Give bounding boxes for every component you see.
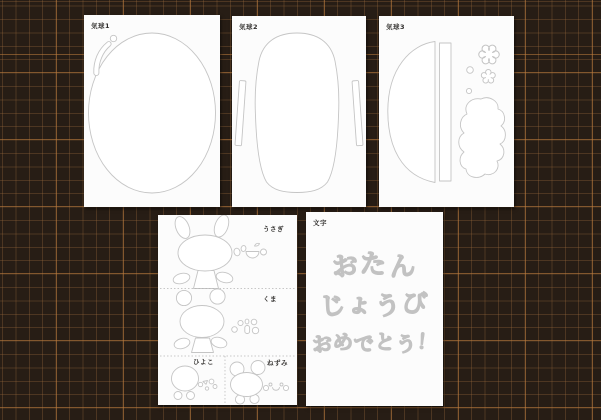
rabbit-left-foot-shape	[172, 271, 191, 285]
hanging-ring-shape	[110, 35, 116, 41]
rabbit-nose-piece-shape	[261, 249, 267, 255]
bubble-text-line-3: おめでとう！	[310, 329, 439, 358]
rabbit-head-shape	[178, 235, 232, 271]
balloon2-template-shapes	[232, 16, 366, 207]
bear-right-ear-shape	[210, 289, 225, 304]
chick-beak-piece-shape	[203, 381, 208, 385]
rabbit-eye-piece-shape	[233, 248, 240, 257]
bear-nose-piece-shape	[245, 319, 249, 324]
rabbit-eye-piece2-shape	[241, 245, 247, 252]
chick-eye-piece2-shape	[205, 387, 208, 390]
bear-cheek-piece2-shape	[252, 327, 258, 333]
sheet-letters	[306, 212, 443, 406]
bear-right-foot-shape	[210, 336, 228, 350]
rabbit-right-foot-shape	[215, 270, 234, 284]
right-hanging-strip-shape	[352, 81, 363, 146]
mouse-head-shape	[231, 373, 263, 397]
sheet-balloon1	[84, 15, 220, 207]
basket-band-shape	[440, 43, 452, 181]
bear-eye-piece2-shape	[238, 320, 243, 325]
sheet-balloon2	[232, 16, 366, 207]
sheet-animals	[158, 215, 297, 405]
bear-label: くま	[263, 295, 277, 303]
balloon3-template-shapes	[379, 16, 514, 207]
rabbit-body-shape	[194, 271, 219, 289]
bear-left-ear-shape	[176, 290, 191, 305]
chick-eye-piece-shape	[198, 382, 202, 386]
balloon-envelope-oval-shape	[89, 33, 216, 193]
mouse-eye-piece4-shape	[283, 385, 288, 390]
sheet-label: 文字	[313, 219, 327, 227]
bear-cheek-piece-shape	[251, 319, 257, 325]
mouse-right-ear-shape	[251, 361, 265, 375]
animal-template-shapes	[158, 215, 297, 405]
balloon1-template-shapes	[84, 15, 220, 207]
flower-five-petal-shape	[481, 69, 495, 83]
cloud-shape	[459, 98, 506, 178]
mouse-eye-piece3-shape	[280, 383, 283, 386]
mouse-eye-piece2-shape	[269, 383, 272, 386]
bubble-text-line-2: じょうび	[319, 287, 430, 322]
left-hanging-strip-shape	[235, 81, 246, 146]
flower-six-petal-shape	[479, 45, 499, 64]
rabbit-right-ear-shape	[211, 215, 231, 239]
bear-left-foot-shape	[173, 337, 191, 351]
chick-cheek-piece-shape	[209, 379, 214, 384]
basket-side-shape	[388, 42, 435, 183]
rabbit-forelock-piece-shape	[255, 243, 260, 246]
sheet-label: 気球3	[386, 23, 406, 31]
dot-large-shape	[467, 67, 474, 74]
bubble-text-line-1: おたん	[331, 248, 419, 284]
sheet-label: 気球1	[91, 22, 111, 30]
rabbit-muzzle-piece-shape	[246, 252, 259, 259]
bear-head-shape	[180, 306, 224, 338]
dot-small-shape	[466, 88, 471, 93]
chick-right-foot-shape	[187, 392, 195, 400]
mouse-label: ねずみ	[267, 359, 288, 367]
sheet-balloon3	[379, 16, 514, 207]
chick-left-foot-shape	[174, 392, 182, 400]
mouse-mouth-piece-shape	[273, 388, 280, 391]
rabbit-label: うさぎ	[263, 225, 284, 233]
bear-eye-piece-shape	[232, 327, 238, 333]
chick-label: ひよこ	[193, 358, 214, 366]
chick-body-shape	[172, 366, 199, 391]
chick-cheek-piece2-shape	[213, 385, 217, 389]
bear-muzzle-piece-shape	[245, 326, 250, 334]
mouse-eye-piece-shape	[263, 385, 268, 390]
balloon-envelope-shape	[255, 33, 339, 193]
rabbit-left-ear-shape	[172, 215, 193, 241]
sheet-label: 気球2	[239, 23, 259, 31]
bear-body-shape	[192, 338, 214, 353]
